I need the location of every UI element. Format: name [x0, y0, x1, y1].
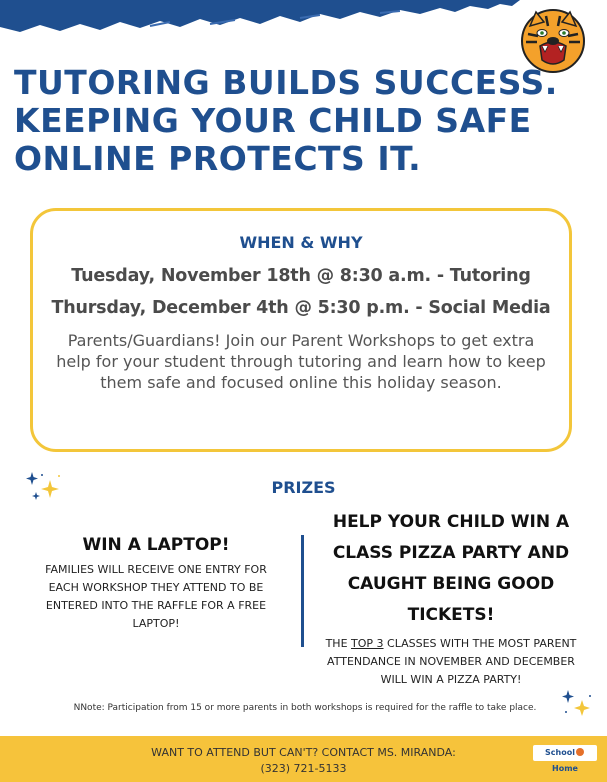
pizza-prize-section	[320, 507, 582, 689]
pizza-prize-heading: HELP YOUR CHILD WIN A CLASS PIZZA PARTY AND CAUGHT BEING GOOD TICKETS!	[332, 512, 570, 625]
pizza-text-post: CLASSES WITH THE MOST PARENT ATTENDANCE IN NOVEMBER AND DECEMBER WILL WIN A PIZZA PARTY!	[327, 637, 577, 686]
headline-line: TUTORING BUILDS SUCCESS.	[14, 63, 558, 102]
laptop-prize-section	[30, 535, 282, 633]
header-brush-stroke	[0, 0, 520, 34]
logo-text-right: Home	[552, 764, 578, 773]
laptop-prize-heading: WIN A LAPTOP!	[82, 535, 230, 555]
when-why-title: WHEN & WHY	[239, 233, 363, 252]
logo-text-left: School	[545, 748, 575, 757]
prizes-title: PRIZES	[271, 478, 336, 497]
pizza-text-pre: THE	[325, 637, 352, 650]
page-headline	[14, 64, 574, 178]
sparkle-icon	[560, 688, 600, 722]
headline-line: KEEPING YOUR CHILD SAFE	[14, 101, 532, 140]
contact-text: WANT TO ATTEND BUT CAN'T? CONTACT MS. MIRANDA:	[151, 746, 456, 759]
prize-divider	[301, 535, 304, 647]
laptop-prize-text: FAMILIES WILL RECEIVE ONE ENTRY FOR EACH WORKSHOP THEY ATTEND TO BE ENTERED INTO THE RAFFLE FOR A FREE LAPTOP!	[45, 563, 267, 630]
event-social-media: Thursday, December 4th @ 5:30 p.m. - Social Media	[51, 298, 551, 318]
contact-footer	[0, 736, 607, 782]
school-home-logo	[533, 745, 597, 773]
when-why-card	[30, 208, 572, 452]
workshop-description: Parents/Guardians! Join our Parent Workshops to get extra help for your student through tutoring and learn how to keep them safe and focused online this holiday season.	[56, 331, 546, 392]
event-tutoring: Tuesday, November 18th @ 8:30 a.m. - Tutoring	[71, 266, 531, 286]
headline-line: ONLINE PROTECTS IT.	[14, 139, 422, 178]
contact-phone: (323) 721-5133	[260, 762, 347, 775]
logo-dot-icon	[576, 748, 584, 756]
pizza-text-top3: TOP 3	[351, 637, 384, 650]
raffle-note: NNote: Participation from 15 or more parents in both workshops is required for the raffle to take place.	[73, 703, 537, 713]
pizza-prize-text	[320, 635, 582, 689]
